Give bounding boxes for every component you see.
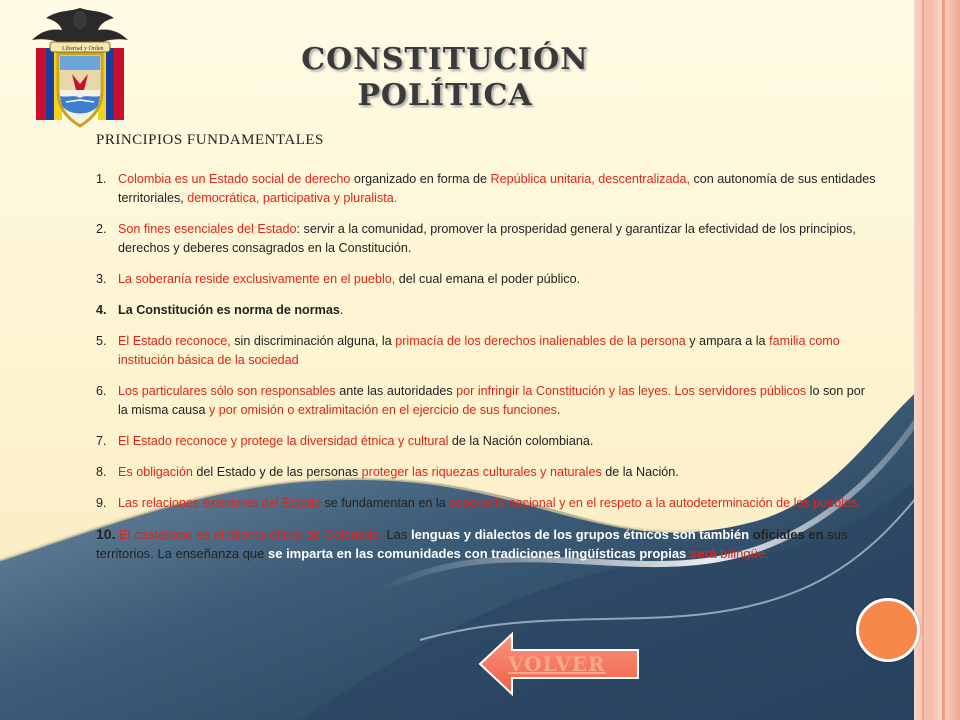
principle-text-segment: : servir a la comunidad, promover la prosperidad general y garantizar la efectividad de los principios, derechos y deberes consagrados en la Constitución. bbox=[118, 222, 856, 255]
principle-text-segment: sus territorios. La enseñanza que bbox=[96, 527, 848, 561]
orange-circle-decoration bbox=[856, 598, 920, 662]
principle-text bbox=[118, 494, 876, 513]
principle-number: 2. bbox=[96, 222, 107, 236]
principle-item bbox=[96, 301, 876, 320]
principle-number: 5. bbox=[96, 334, 107, 348]
title-line-1: CONSTITUCIÓN bbox=[301, 42, 589, 77]
principle-text-segment: bilingüe. bbox=[716, 546, 769, 561]
principle-text-segment: del cual emana el poder público. bbox=[395, 272, 581, 286]
principle-text-segment: La soberanía reside exclusivamente en el pueblo, bbox=[118, 272, 396, 286]
principle-text bbox=[118, 270, 876, 289]
principle-number: 1. bbox=[96, 172, 107, 186]
principle-text-segment: Los particulares sólo son responsables bbox=[118, 384, 336, 398]
principle-number: 4. bbox=[96, 303, 107, 317]
principle-text-segment: soberanía nacional y en el respeto a la autodeterminación de los pueblos. bbox=[449, 496, 861, 510]
principle-text bbox=[118, 332, 876, 370]
principle-text-segment: del Estado y de las personas bbox=[192, 465, 362, 479]
principle-text-segment: . bbox=[339, 303, 344, 317]
principle-text-segment: lo son por la misma causa bbox=[118, 384, 865, 417]
principle-number: 3. bbox=[96, 272, 107, 286]
principle-text-segment: y por omisión o extralimitación en el ejercicio de sus funciones bbox=[209, 403, 557, 417]
volver-button[interactable]: VOLVER bbox=[508, 652, 606, 676]
principle-item bbox=[96, 270, 876, 289]
principle-item bbox=[96, 220, 876, 258]
principle-text-segment: ante las autoridades bbox=[335, 384, 457, 398]
principle-item bbox=[96, 494, 876, 513]
principle-text bbox=[118, 463, 876, 482]
principle-text-segment: sin discriminación alguna, la bbox=[230, 334, 396, 348]
svg-text:Libertad: Libertad bbox=[62, 46, 83, 52]
principle-number: 6. bbox=[96, 384, 107, 398]
principle-text-segment: Las relaciones exteriores del Estado bbox=[118, 496, 322, 510]
principle-text-segment: lenguas y dialectos de los grupos étnicos son también bbox=[411, 527, 750, 542]
right-border-stripe bbox=[914, 0, 960, 720]
principle-text-segment: primacía de los derechos inalienables de la persona bbox=[395, 334, 686, 348]
coat-of-arms-icon bbox=[10, 4, 150, 134]
principle-text-segment: oficiales en bbox=[749, 527, 824, 542]
principle-item bbox=[96, 432, 876, 451]
svg-text:y Orden: y Orden bbox=[84, 46, 104, 52]
section-subtitle: PRINCIPIOS FUNDAMENTALES bbox=[96, 132, 324, 148]
principle-text-segment: República unitaria, descentralizada, bbox=[490, 172, 690, 186]
principles-list bbox=[96, 170, 876, 563]
principle-text-segment: de la Nación. bbox=[601, 465, 679, 479]
principle-text-segment: . bbox=[556, 403, 561, 417]
principle-text bbox=[118, 382, 876, 420]
principle-number: 7. bbox=[96, 434, 107, 448]
principle-number: 9. bbox=[96, 496, 107, 510]
principle-text-segment: Las bbox=[382, 527, 412, 542]
principle-text bbox=[118, 301, 876, 320]
page-title bbox=[290, 42, 600, 114]
principle-item bbox=[96, 382, 876, 420]
principle-text-segment: La Constitución es norma de normas bbox=[118, 303, 340, 317]
principle-text-segment: familia como institución básica de la sociedad bbox=[118, 334, 840, 367]
principle-text-segment: El castellano es el idioma oficial de Colombia. bbox=[115, 527, 383, 542]
principle-text-segment: Colombia es un Estado social de derecho bbox=[118, 172, 351, 186]
principle-text bbox=[118, 432, 876, 451]
principle-text-segment: Es obligación bbox=[118, 465, 193, 479]
principle-text-segment: se imparta en las comunidades con tradiciones lingüísticas propias bbox=[268, 546, 687, 561]
principle-item bbox=[96, 332, 876, 370]
principle-item bbox=[96, 170, 876, 208]
principle-text-segment: de la Nación colombiana. bbox=[448, 434, 594, 448]
principle-text-segment: El Estado reconoce, bbox=[118, 334, 231, 348]
principle-text-segment: El Estado reconoce y protege la diversidad étnica y cultural bbox=[118, 434, 449, 448]
principle-item bbox=[96, 463, 876, 482]
principle-text-segment: democrática, participativa y pluralista. bbox=[187, 191, 398, 205]
principle-text-segment: se fundamentan en la bbox=[321, 496, 450, 510]
principle-text-segment: y ampara a la bbox=[685, 334, 770, 348]
principle-text-segment: proteger las riquezas culturales y naturales bbox=[361, 465, 602, 479]
principle-text bbox=[118, 220, 876, 258]
principle-text bbox=[118, 170, 876, 208]
principle-number: 10. bbox=[96, 526, 116, 542]
principle-text-segment: por infringir la Constitución y las leyes. Los servidores públicos bbox=[456, 384, 807, 398]
principle-item-10 bbox=[96, 525, 876, 563]
principle-text-segment: Son fines esenciales del Estado bbox=[118, 222, 297, 236]
principle-number: 8. bbox=[96, 465, 107, 479]
principle-text-segment: con autonomía de sus entidades territoriales, bbox=[118, 172, 876, 205]
title-line-2: POLÍTICA bbox=[357, 78, 533, 113]
principle-text-segment: organizado en forma de bbox=[350, 172, 491, 186]
principle-text-segment: será bbox=[686, 546, 717, 561]
